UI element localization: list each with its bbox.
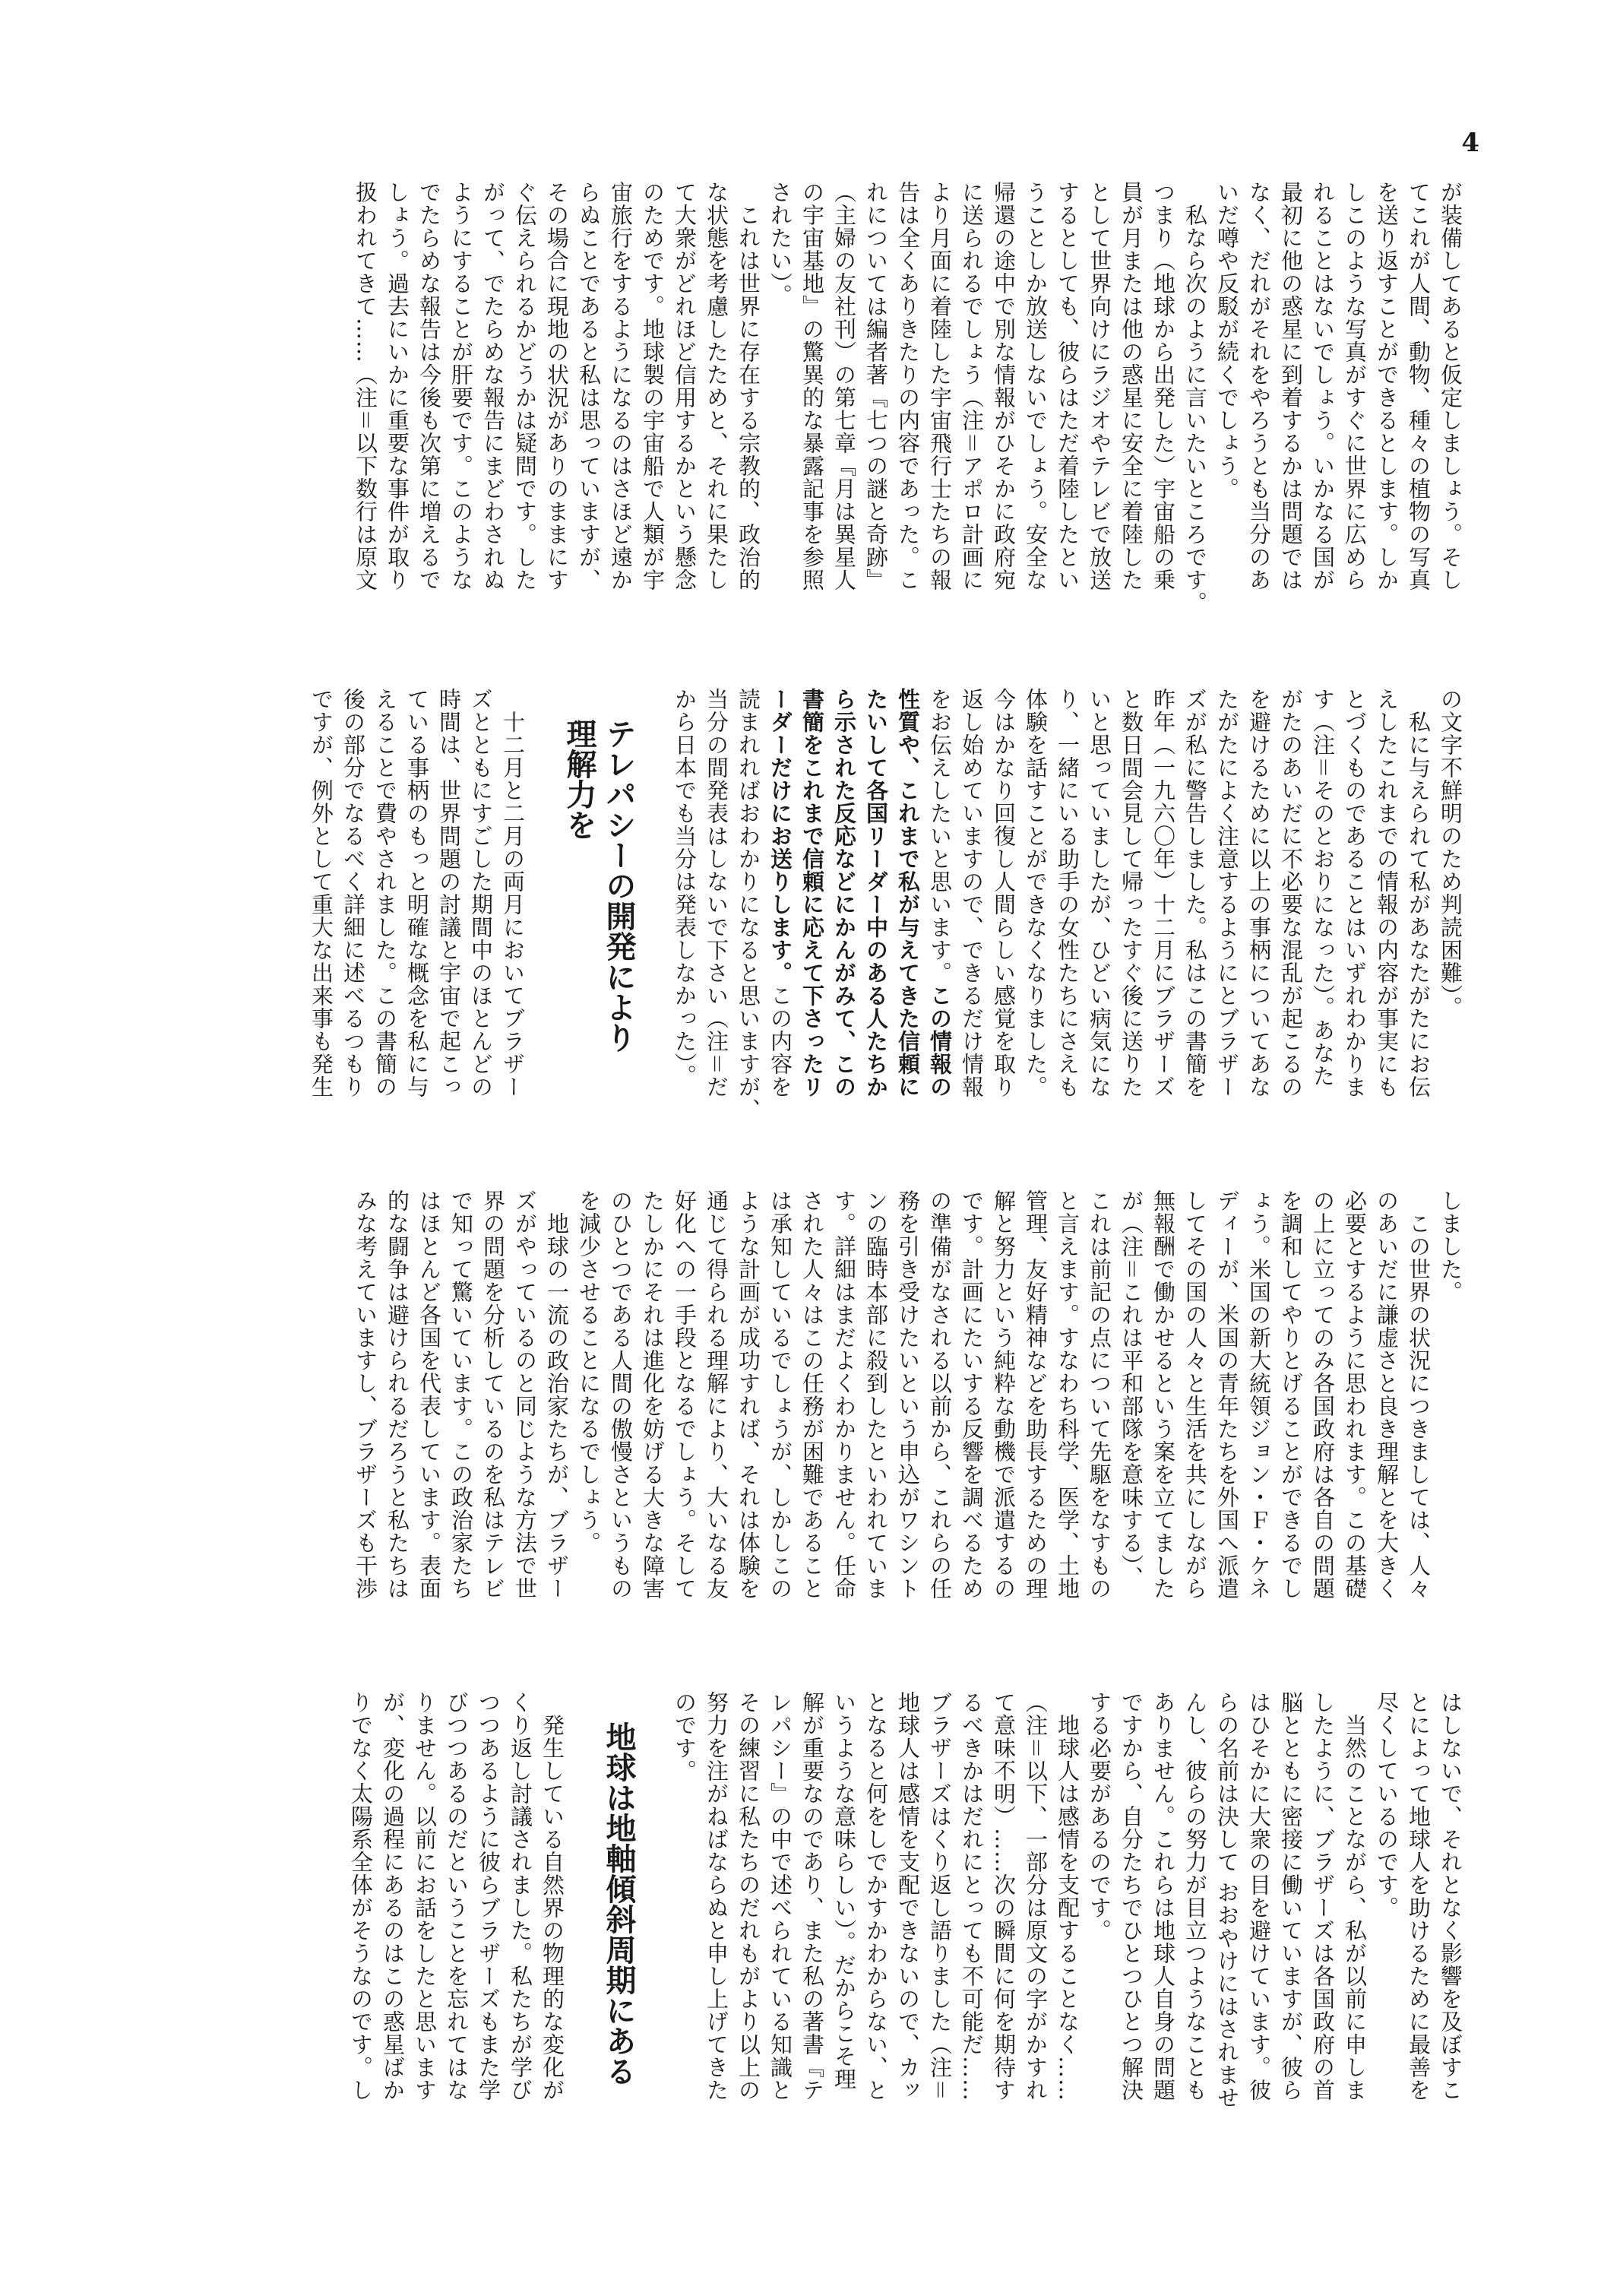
text-column: （主婦の友社刊）の第七章『月は異星人 (831, 181, 857, 591)
text-column: ですが、例外として重大な出来事も発生 (308, 688, 334, 1098)
text-column: しました。 (1438, 1189, 1463, 1303)
text-column: これは世界に存在する宗教的、政治的 (736, 181, 761, 591)
text-column: つまり（地球から出発した）宇宙船の乗 (1150, 181, 1176, 591)
text-column: れについては編者著『七つの謎と奇跡』 (863, 181, 889, 591)
text-column: ズが私に警告しました。私はこの書簡を (1182, 688, 1208, 1098)
text-column: びつつあるのだということを忘れてはな (444, 1691, 470, 2101)
text-column: 当然のことながら、私が以前に申しま (1342, 1691, 1368, 2101)
text-column: を減少させることになるでしょう。 (576, 1189, 602, 1554)
text-column: ズとともにすごした期間中のほとんどの (468, 688, 494, 1098)
text-column: 通じて得られる理解により、大いなる友 (704, 1189, 729, 1600)
text-column: す（注＝そのとおりになった）。あなた (1310, 688, 1336, 1088)
text-column-bold: 書簡をこれまで信頼に応えて下さったリ (799, 688, 825, 1098)
text-column: 今はかなり回復し人間らしい感覚を取り (991, 688, 1017, 1098)
text-column: がたのあいだに不必要な混乱が起こるの (1278, 688, 1304, 1098)
text-column: 努力を注がねばならぬと申し上げてきた (704, 1691, 729, 2101)
text-column: 私なら次のように言いたいところです。 (1182, 181, 1208, 614)
text-column: の宇宙基地』の驚異的な暴露記事を参照 (799, 181, 825, 591)
text-column: な状態を考慮したためと、それに果たし (704, 181, 729, 591)
text-column: 告は全くありきたりの内容であった。こ (895, 181, 921, 591)
text-column: を調和してやりとげることができるでし (1278, 1189, 1304, 1600)
text-column: のです。 (672, 1691, 698, 1782)
text-column: この世界の状況につきましては、人々 (1406, 1189, 1432, 1600)
text-column: 必要とするように思われます。この基礎 (1342, 1189, 1368, 1600)
text-column: の上に立ってのみ各国政府は各自の問題 (1310, 1189, 1336, 1600)
text-column: と言えます。すなわち科学、医学、土地 (1055, 1189, 1081, 1600)
text-column: ディーが、米国の青年たちを外国へ派遣 (1214, 1189, 1240, 1600)
text-column: 昨年（一九六〇年）十二月にブラザーズ (1150, 688, 1176, 1098)
text-column: してその国の人々と生活を共にしながら (1182, 1189, 1208, 1600)
text-column: たがたによく注意するようにとブラザー (1214, 688, 1240, 1098)
text-column: された人々はこの任務が困難であること (799, 1189, 825, 1600)
text-column: り、一緒にいる助手の女性たちにさえも (1055, 688, 1081, 1098)
text-column: を避けるために以上の事柄についてあな (1246, 688, 1272, 1098)
text-column: 私に与えられて私があなたがたにお伝 (1406, 688, 1432, 1098)
text-column: したように、ブラザーズは各国政府の首 (1310, 1691, 1336, 2101)
text-column: 後の部分でなるべく詳細に述べるつもり (340, 688, 366, 1098)
text-column: はほとんど各国を代表しています。表面 (416, 1189, 442, 1600)
text-column: 発生している自然界の物理的な変化が (539, 1691, 565, 2101)
text-column: するとしても、彼らはただ着陸したとい (1055, 181, 1081, 591)
text-column: 読まれればおわかりになると思いますが、 (736, 688, 761, 1121)
text-column: の準備がなされる以前から、これらの任 (927, 1189, 953, 1600)
text-column: されたい）。 (767, 181, 793, 307)
text-column: 扱われてきて……（注＝以下数行は原文 (353, 181, 378, 592)
text-column: 地球人は感情を支配することなく…… (1055, 1691, 1081, 2101)
text-column: しょう。過去にいかに重要な事件が取り (384, 181, 410, 591)
text-column: する必要があるのです。 (1087, 1691, 1112, 1942)
text-column: なく、だれがそれをやろうとも当分のあ (1246, 181, 1272, 591)
text-column: 返し始めていますので、できるだけ情報 (959, 688, 985, 1098)
text-column-bold: ら示された反応などにかんがみて、この (831, 688, 857, 1098)
text-column: しこのような写真がすぐに世界に広めら (1342, 181, 1368, 591)
text-column: のためです。地球製の宇宙船で人類が宇 (640, 181, 666, 591)
text-column: らぬことであると私は思っていますが、 (576, 181, 602, 591)
text-column: その練習に私たちのだれもがより以上の (736, 1691, 761, 2101)
text-column: 界の問題を分析しているのを私はテレビ (480, 1189, 506, 1600)
text-column: 務を引き受けたいという申込がワシント (895, 1189, 921, 1600)
text-column: とづくものであることはいずれわかりま (1342, 688, 1368, 1098)
text-column: りでなく太陽系全体がそうなのです。し (348, 1691, 374, 2101)
text-column: がって、でたらめな報告にまどわされぬ (480, 181, 506, 591)
text-column: りません。以前にお話をしたと思います (412, 1691, 438, 2101)
text-column: が（注＝これは平和部隊を意味する）、 (1118, 1189, 1144, 1589)
text-column: いだ噂や反駁が続くでしょう。 (1214, 181, 1240, 500)
text-tier-2 (106, 688, 1467, 1182)
text-column: 管理、友好精神などを助長するための理 (1023, 1189, 1049, 1600)
text-column: 脳とともに密接に働いていますが、彼ら (1278, 1691, 1304, 2101)
text-column: ぐ伝えられるかどうかは疑問です。した (512, 181, 538, 591)
text-column: ている事柄のもっと明確な概念を私に与 (404, 688, 430, 1098)
text-column: として世界向けにラジオやテレビで放送 (1087, 181, 1112, 591)
text-column: んし、彼らの努力が目立つようなことも (1182, 1691, 1208, 2101)
section-heading: 地球は地軸傾斜周期にある (601, 1721, 636, 2086)
text-column: るべきかはだれにとっても不可能だ…… (959, 1691, 985, 2101)
text-column: 解と努力という純粋な動機で派遣するの (991, 1189, 1017, 1600)
text-column-bold: たいして各国リーダー中のある人たちか (863, 688, 889, 1098)
text-tier-1 (106, 181, 1467, 679)
text-column: て意味不明）……次の瞬間に何を期待す (991, 1691, 1017, 2101)
text-column: は承知しているでしょうが、しかしこの (767, 1189, 793, 1600)
text-column: 解が重要なのであり、また私の著書『テ (799, 1691, 825, 2101)
text-column: 好化への一手段となるでしょう。そして (672, 1189, 698, 1600)
text-column: に送られるでしょう（注＝アポロ計画に (959, 181, 985, 592)
text-column: のひとつである人間の傲慢さというもの (608, 1189, 634, 1600)
text-column: いと思っていましたが、ひどい病気にな (1087, 688, 1112, 1098)
text-column: とによって地球人を助けるために最善を (1406, 1691, 1432, 2101)
text-column: これは前記の点について先駆をなすもの (1087, 1189, 1112, 1600)
text-tier-4 (106, 1691, 1467, 2189)
text-column: 地球の一流の政治家たちが、ブラザー (544, 1189, 570, 1600)
text-column: と数日間会見して帰ったすぐ後に送りた (1118, 688, 1144, 1098)
text-column: の文字不鮮明のため判読困難）。 (1438, 688, 1463, 1019)
text-column: が、変化の過程にあるのはこの惑星ばか (380, 1691, 406, 2101)
text-column: ような計画が成功すれば、それは体験を (736, 1189, 761, 1600)
text-column: ズがやっているのと同じような方法で世 (512, 1189, 538, 1600)
text-column: 最初に他の惑星に到着するかは問題では (1278, 181, 1304, 591)
text-column: て大衆がどれほど信用するかという懸念 (672, 181, 698, 591)
text-column: ンの臨時本部に殺到したといわれていま (863, 1189, 889, 1600)
text-column: 時間は、世界問題の討議と宇宙で起こっ (436, 688, 462, 1098)
text-column: 的な闘争は避けられるだろうと私たちは (384, 1189, 410, 1600)
text-column: みな考えていますし、ブラザーズも干渉 (353, 1189, 378, 1600)
text-column: はしないで、それとなく影響を及ぼすこ (1438, 1691, 1463, 2101)
text-column: （注＝以下、一部分は原文の字がかすれ (1023, 1691, 1049, 2102)
text-column: らの名前は決して おおやけにはされませ (1214, 1691, 1240, 2110)
text-column: つつあるように彼らブラザーズもまた学 (476, 1691, 501, 2101)
text-column: す。詳細はまだよくわかりません。任命 (831, 1189, 857, 1600)
page-number: 4 (1461, 128, 1479, 158)
text-column: 宙旅行をするようになるのはさほど遠か (608, 181, 634, 591)
text-column: レパシー』の中で述べられている知識と (767, 1691, 793, 2101)
section-heading: 理解力を (562, 718, 596, 840)
text-column: くり返し討議されました。私たちが学び (508, 1691, 533, 2101)
text-column: となると何をしでかすかわからない、と (863, 1691, 889, 2101)
section-heading: テレパシーの開発により (601, 718, 636, 1053)
text-column: ブラザーズはくり返し語りました（注＝ (927, 1691, 953, 2102)
text-column: ですから、自分たちでひとつひとつ解決 (1118, 1691, 1144, 2101)
text-column: です。計画にたいする反響を調べるため (959, 1189, 985, 1600)
text-column: はひそかに大衆の目を避けています。彼 (1246, 1691, 1272, 2101)
text-tier-3 (106, 1189, 1467, 1683)
text-column: えしたこれまでの情報の内容が事実にも (1374, 688, 1400, 1098)
text-column-bold: 性質や、これまで私が与えてきた信頼に (895, 688, 921, 1098)
text-column: から日本でも当分は発表しなかった）。 (672, 688, 698, 1088)
text-column: えることで費やされました。この書簡の (372, 688, 398, 1098)
text-column: その場合に現地の状況がありのままにす (544, 181, 570, 591)
text-column: が装備してあると仮定しましょう。そし (1438, 181, 1463, 591)
text-column: のあいだに謙虚さと良き理解とを大きく (1374, 1189, 1400, 1600)
text-column: たしかにそれは進化を妨げる大きな障害 (640, 1189, 666, 1600)
text-column: れることはないでしょう。いかなる国が (1310, 181, 1336, 591)
text-column: ありません。これらは地球人自身の問題 (1150, 1691, 1176, 2101)
text-column: 帰還の途中で別な情報がひそかに政府宛 (991, 181, 1017, 591)
text-column: ーダーだけにお送りします。この内容を (767, 688, 793, 1098)
text-column: で知って驚いています。この政治家たち (448, 1189, 474, 1600)
text-column: を送り返すことができるとします。しか (1374, 181, 1400, 591)
text-column: 体験を話すことができなくなりました。 (1023, 688, 1049, 1098)
text-column: 無報酬で働かせるという案を立てました (1150, 1189, 1176, 1600)
text-column: でたらめな報告は今後も次第に増えるで (416, 181, 442, 591)
text-column: ようにすることが肝要です。このような (448, 181, 474, 591)
text-column: 当分の間発表はしないで下さい（注＝だ (704, 688, 729, 1099)
text-column: てこれが人間、動物、種々の植物の写真 (1406, 181, 1432, 591)
text-column: 員が月または他の惑星に安全に着陸した (1118, 181, 1144, 591)
text-column: うことしか放送しないでしょう。安全な (1023, 181, 1049, 591)
text-column: 尽くしているのです。 (1374, 1691, 1400, 1919)
text-column: 十二月と二月の両月においてブラザー (500, 688, 526, 1098)
text-column: ょう。米国の新大統領ジョン・Ｆ・ケネ (1246, 1189, 1272, 1600)
text-column: より月面に着陸した宇宙飛行士たちの報 (927, 181, 953, 591)
text-column: いうような意味らしい）。だからこそ理 (831, 1691, 857, 2091)
text-column: 地球人は感情を支配できないので、カッ (895, 1691, 921, 2101)
text-column: をお伝えしたいと思います。この情報の (927, 688, 953, 1098)
